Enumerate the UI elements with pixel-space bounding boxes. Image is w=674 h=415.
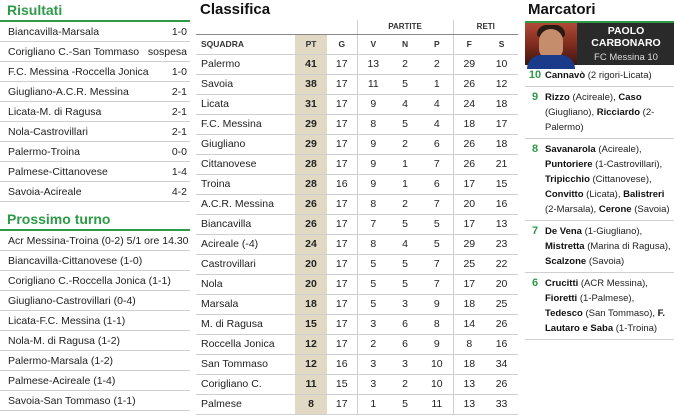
scorer-group — [525, 273, 674, 340]
scorer-name: Convitto — [545, 189, 584, 200]
scorers-panel — [525, 0, 674, 340]
team-points: 20 — [295, 255, 327, 275]
group-reti: RETI — [453, 20, 518, 35]
team-drawn: 3 — [389, 355, 421, 375]
scorer-goals: 6 — [531, 277, 539, 289]
scorer-name: Crucitti — [545, 278, 579, 289]
team-played: 17 — [327, 215, 357, 235]
standings-row — [196, 335, 518, 355]
team-points: 18 — [295, 295, 327, 315]
standings-row — [196, 355, 518, 375]
standings-row — [196, 255, 518, 275]
team-points: 20 — [295, 275, 327, 295]
team-lost: 7 — [421, 275, 453, 295]
team-goals-against: 16 — [485, 335, 518, 355]
result-row — [0, 142, 190, 162]
standings-row — [196, 95, 518, 115]
scorer-name: Tripicchio — [545, 174, 590, 185]
team-points: 26 — [295, 195, 327, 215]
team-goals-for: 14 — [453, 315, 485, 335]
team-drawn: 5 — [389, 395, 421, 415]
team-played: 17 — [327, 155, 357, 175]
team-goals-against: 23 — [485, 235, 518, 255]
result-row — [0, 102, 190, 122]
header-goals-against: S — [485, 35, 518, 55]
team-won: 3 — [357, 315, 389, 335]
next-match: Acr Messina-Troina (0-2) 5/1 ore 14.30 — [8, 235, 189, 247]
next-round-list — [0, 231, 190, 411]
team-goals-for: 26 — [453, 75, 485, 95]
result-score: 0-0 — [171, 146, 187, 158]
scorer-names — [545, 90, 672, 135]
scorer-names — [545, 224, 672, 269]
scorer-name: Ricciardo — [596, 107, 641, 118]
team-goals-for: 8 — [453, 335, 485, 355]
team-drawn: 2 — [389, 195, 421, 215]
team-drawn: 2 — [389, 55, 421, 75]
scorer-note: (ACR Messina), — [578, 278, 648, 289]
result-score: 1-4 — [171, 166, 187, 178]
team-won: 5 — [357, 275, 389, 295]
next-match-row — [0, 351, 190, 371]
scorer-groups — [525, 65, 674, 340]
next-match-row — [0, 391, 190, 411]
team-lost: 1 — [421, 75, 453, 95]
team-drawn: 1 — [389, 155, 421, 175]
header-won: V — [357, 35, 389, 55]
next-match: Nola-M. di Ragusa (1-2) — [8, 335, 121, 347]
header-team: SQUADRA — [196, 35, 295, 55]
team-goals-for: 17 — [453, 215, 485, 235]
result-match: Biancavilla-Marsala — [8, 26, 100, 38]
team-name: Cittanovese — [196, 155, 295, 175]
team-goals-against: 26 — [485, 375, 518, 395]
team-won: 7 — [357, 215, 389, 235]
next-match-row — [0, 251, 190, 271]
team-name: Biancavilla — [196, 215, 295, 235]
team-name: Troina — [196, 175, 295, 195]
team-name: San Tommaso — [196, 355, 295, 375]
standings-row — [196, 295, 518, 315]
scorer-note: (Savoia) — [586, 256, 625, 267]
next-match: Corigliano C.-Roccella Jonica (1-1) — [8, 275, 171, 287]
result-match: Corigliano C.-San Tommaso — [8, 46, 140, 58]
standings-row — [196, 375, 518, 395]
team-points: 26 — [295, 215, 327, 235]
result-score: 1-0 — [171, 66, 187, 78]
next-match-row — [0, 371, 190, 391]
team-lost: 10 — [421, 355, 453, 375]
team-points: 29 — [295, 115, 327, 135]
team-lost: 4 — [421, 95, 453, 115]
next-match-row — [0, 331, 190, 351]
team-won: 3 — [357, 375, 389, 395]
team-won: 1 — [357, 395, 389, 415]
team-won: 11 — [357, 75, 389, 95]
scorer-note: (1-Troina) — [613, 323, 658, 334]
scorer-note: (Cittanovese), — [589, 174, 652, 185]
result-row — [0, 82, 190, 102]
team-goals-against: 18 — [485, 135, 518, 155]
result-score: 4-2 — [171, 186, 187, 198]
team-name: A.C.R. Messina — [196, 195, 295, 215]
team-points: 12 — [295, 355, 327, 375]
team-name: Giugliano — [196, 135, 295, 155]
team-lost: 11 — [421, 395, 453, 415]
next-match-row — [0, 311, 190, 331]
team-played: 17 — [327, 315, 357, 335]
team-lost: 7 — [421, 155, 453, 175]
team-points: 11 — [295, 375, 327, 395]
team-name: Corigliano C. — [196, 375, 295, 395]
featured-player-box — [525, 21, 674, 65]
team-played: 17 — [327, 335, 357, 355]
results-list — [0, 22, 190, 202]
team-won: 5 — [357, 255, 389, 275]
scorer-note: (2-Palermo) — [545, 107, 655, 133]
scorer-name: Puntoriere — [545, 159, 593, 170]
team-lost: 7 — [421, 255, 453, 275]
featured-player-club: FC Messina 10 — [594, 52, 658, 63]
team-goals-against: 18 — [485, 95, 518, 115]
team-goals-for: 29 — [453, 55, 485, 75]
standings-row — [196, 315, 518, 335]
team-name: Palmese — [196, 395, 295, 415]
team-lost: 5 — [421, 235, 453, 255]
team-lost: 8 — [421, 315, 453, 335]
team-goals-against: 12 — [485, 75, 518, 95]
standings-header-row — [196, 35, 518, 55]
next-match: Palermo-Marsala (1-2) — [8, 355, 114, 367]
left-column — [0, 0, 190, 411]
team-goals-for: 17 — [453, 175, 485, 195]
team-lost: 7 — [421, 195, 453, 215]
next-match: Palmese-Acireale (1-4) — [8, 375, 116, 387]
next-match: Savoia-San Tommaso (1-1) — [8, 395, 136, 407]
team-goals-for: 13 — [453, 375, 485, 395]
scorer-name: Scalzone — [545, 256, 587, 267]
scorer-note: (Marina di Ragusa), — [584, 241, 671, 252]
team-name: Castrovillari — [196, 255, 295, 275]
featured-player-name — [581, 25, 671, 49]
team-name: Roccella Jonica — [196, 335, 295, 355]
team-won: 9 — [357, 95, 389, 115]
team-played: 17 — [327, 115, 357, 135]
standings-row — [196, 195, 518, 215]
team-played: 17 — [327, 95, 357, 115]
team-goals-for: 13 — [453, 395, 485, 415]
team-played: 16 — [327, 355, 357, 375]
standings-row — [196, 235, 518, 255]
team-drawn: 4 — [389, 235, 421, 255]
next-match-row — [0, 271, 190, 291]
team-name: Acireale (-4) — [196, 235, 295, 255]
team-points: 38 — [295, 75, 327, 95]
result-match: Savoia-Acireale — [8, 186, 82, 198]
result-score: 2-1 — [171, 106, 187, 118]
result-match: Licata-M. di Ragusa — [8, 106, 102, 118]
next-match: Giugliano-Castrovillari (0-4) — [8, 295, 136, 307]
featured-name-line2: CARBONARO — [591, 37, 661, 49]
scorer-name: Savanarola — [545, 144, 596, 155]
result-row — [0, 22, 190, 42]
team-won: 8 — [357, 115, 389, 135]
team-played: 17 — [327, 235, 357, 255]
standings-row — [196, 75, 518, 95]
result-row — [0, 62, 190, 82]
result-match: Giugliano-A.C.R. Messina — [8, 86, 129, 98]
team-goals-against: 34 — [485, 355, 518, 375]
scorer-goals: 8 — [531, 143, 539, 155]
header-points: PT — [295, 35, 327, 55]
scorer-name: Caso — [618, 92, 642, 103]
team-drawn: 2 — [389, 375, 421, 395]
team-name: Savoia — [196, 75, 295, 95]
team-drawn: 6 — [389, 315, 421, 335]
standings-panel — [196, 0, 518, 415]
team-drawn: 5 — [389, 255, 421, 275]
team-played: 17 — [327, 75, 357, 95]
scorer-note: (Savoia) — [631, 204, 670, 215]
result-score: 2-1 — [171, 86, 187, 98]
team-name: M. di Ragusa — [196, 315, 295, 335]
result-match: Nola-Castrovillari — [8, 126, 88, 138]
scorer-name: De Vena — [545, 226, 582, 237]
team-played: 17 — [327, 55, 357, 75]
result-row — [0, 162, 190, 182]
team-drawn: 5 — [389, 215, 421, 235]
team-goals-against: 21 — [485, 155, 518, 175]
scorer-name: Balistreri — [623, 189, 665, 200]
team-name: Palermo — [196, 55, 295, 75]
standings-row — [196, 135, 518, 155]
team-drawn: 3 — [389, 295, 421, 315]
team-won: 5 — [357, 295, 389, 315]
scorer-note: (2 rigori-Licata) — [585, 70, 652, 81]
team-points: 31 — [295, 95, 327, 115]
scorer-group — [525, 87, 674, 139]
results-title: Risultati — [7, 2, 63, 18]
scorer-note: (1-Palmese), — [577, 293, 635, 304]
result-match: Palmese-Cittanovese — [8, 166, 108, 178]
team-points: 41 — [295, 55, 327, 75]
group-spacer — [196, 20, 357, 35]
standings-title: Classifica — [200, 1, 271, 18]
team-lost: 4 — [421, 115, 453, 135]
next-match: Biancavilla-Cittanovese (1-0) — [8, 255, 143, 267]
team-won: 2 — [357, 335, 389, 355]
scorer-name: Fioretti — [545, 293, 578, 304]
standings-row — [196, 55, 518, 75]
team-points: 15 — [295, 315, 327, 335]
team-lost: 6 — [421, 175, 453, 195]
team-played: 17 — [327, 255, 357, 275]
standings-body — [196, 55, 518, 415]
team-points: 12 — [295, 335, 327, 355]
header-played: G — [327, 35, 357, 55]
result-row — [0, 42, 190, 62]
team-points: 24 — [295, 235, 327, 255]
team-goals-against: 26 — [485, 315, 518, 335]
team-goals-for: 26 — [453, 155, 485, 175]
team-won: 8 — [357, 235, 389, 255]
team-lost: 10 — [421, 375, 453, 395]
result-row — [0, 122, 190, 142]
result-match: F.C. Messina -Roccella Jonica — [8, 66, 149, 78]
next-match-row — [0, 291, 190, 311]
scorer-names — [545, 68, 672, 83]
featured-name-line1: PAOLO — [607, 25, 645, 37]
team-name: Licata — [196, 95, 295, 115]
team-goals-against: 16 — [485, 195, 518, 215]
team-lost: 9 — [421, 295, 453, 315]
team-played: 17 — [327, 395, 357, 415]
team-goals-for: 18 — [453, 355, 485, 375]
standings-row — [196, 395, 518, 415]
team-played: 15 — [327, 375, 357, 395]
team-goals-against: 25 — [485, 295, 518, 315]
team-name: Marsala — [196, 295, 295, 315]
team-won: 8 — [357, 195, 389, 215]
player-shoulders — [527, 55, 575, 69]
scorer-note: (Giugliano), — [545, 107, 597, 118]
scorer-names — [545, 142, 672, 217]
scorer-goals: 9 — [531, 91, 539, 103]
player-photo — [525, 23, 577, 65]
standings-row — [196, 175, 518, 195]
scorer-name: Cannavò — [545, 70, 586, 81]
team-played: 17 — [327, 135, 357, 155]
team-lost: 5 — [421, 215, 453, 235]
scorers-title: Marcatori — [528, 1, 596, 18]
header-drawn: N — [389, 35, 421, 55]
scorer-note: (Acireale), — [595, 144, 642, 155]
next-round-title: Prossimo turno — [7, 211, 111, 227]
scorer-group — [525, 221, 674, 273]
standings-row — [196, 155, 518, 175]
team-goals-against: 22 — [485, 255, 518, 275]
scorer-name: Tedesco — [545, 308, 583, 319]
team-goals-for: 26 — [453, 135, 485, 155]
team-goals-against: 33 — [485, 395, 518, 415]
scorer-group — [525, 139, 674, 221]
team-goals-for: 20 — [453, 195, 485, 215]
team-goals-for: 24 — [453, 95, 485, 115]
team-drawn: 5 — [389, 75, 421, 95]
team-lost: 6 — [421, 135, 453, 155]
scorer-name: Mistretta — [545, 241, 585, 252]
team-points: 28 — [295, 175, 327, 195]
team-drawn: 5 — [389, 115, 421, 135]
team-points: 29 — [295, 135, 327, 155]
result-score: 2-1 — [171, 126, 187, 138]
team-points: 28 — [295, 155, 327, 175]
team-goals-against: 10 — [485, 55, 518, 75]
team-points: 8 — [295, 395, 327, 415]
team-goals-for: 18 — [453, 295, 485, 315]
scorer-note: (1-Castrovillari), — [592, 159, 663, 170]
scorer-name: F. Lautaro e Saba — [545, 308, 666, 334]
team-lost: 2 — [421, 55, 453, 75]
team-drawn: 2 — [389, 135, 421, 155]
team-played: 17 — [327, 275, 357, 295]
team-drawn: 6 — [389, 335, 421, 355]
team-played: 17 — [327, 195, 357, 215]
scorer-note: (1-Giugliano), — [581, 226, 643, 237]
team-goals-for: 29 — [453, 235, 485, 255]
scorer-name: Rizzo — [545, 92, 570, 103]
scorer-goals: 7 — [531, 225, 539, 237]
team-goals-for: 25 — [453, 255, 485, 275]
scorer-note: (2-Marsala), — [545, 204, 599, 215]
team-goals-for: 18 — [453, 115, 485, 135]
scorer-note: (San Tommaso), — [582, 308, 658, 319]
scorer-name: Cerone — [598, 204, 632, 215]
team-lost: 9 — [421, 335, 453, 355]
team-played: 16 — [327, 175, 357, 195]
team-won: 9 — [357, 135, 389, 155]
team-won: 9 — [357, 175, 389, 195]
standings-table — [196, 20, 518, 415]
standings-row — [196, 275, 518, 295]
result-row — [0, 182, 190, 202]
team-goals-against: 17 — [485, 115, 518, 135]
team-goals-against: 15 — [485, 175, 518, 195]
team-goals-against: 13 — [485, 215, 518, 235]
next-match: Licata-F.C. Messina (1-1) — [8, 315, 126, 327]
team-played: 17 — [327, 295, 357, 315]
result-score: sospesa — [147, 46, 187, 58]
team-name: Nola — [196, 275, 295, 295]
team-drawn: 1 — [389, 175, 421, 195]
result-match: Palermo-Troina — [8, 146, 80, 158]
group-partite: PARTITE — [357, 20, 453, 35]
scorer-note: (Licata), — [583, 189, 624, 200]
team-won: 3 — [357, 355, 389, 375]
scorer-goals: 10 — [528, 69, 542, 81]
result-score: 1-0 — [171, 26, 187, 38]
team-drawn: 4 — [389, 95, 421, 115]
team-drawn: 5 — [389, 275, 421, 295]
standings-row — [196, 215, 518, 235]
team-won: 9 — [357, 155, 389, 175]
team-goals-for: 17 — [453, 275, 485, 295]
standings-row — [196, 115, 518, 135]
team-goals-against: 20 — [485, 275, 518, 295]
team-name: F.C. Messina — [196, 115, 295, 135]
header-lost: P — [421, 35, 453, 55]
team-won: 13 — [357, 55, 389, 75]
scorer-note: (Acireale), — [569, 92, 619, 103]
header-goals-for: F — [453, 35, 485, 55]
next-match-row — [0, 231, 190, 251]
scorer-names — [545, 276, 672, 336]
